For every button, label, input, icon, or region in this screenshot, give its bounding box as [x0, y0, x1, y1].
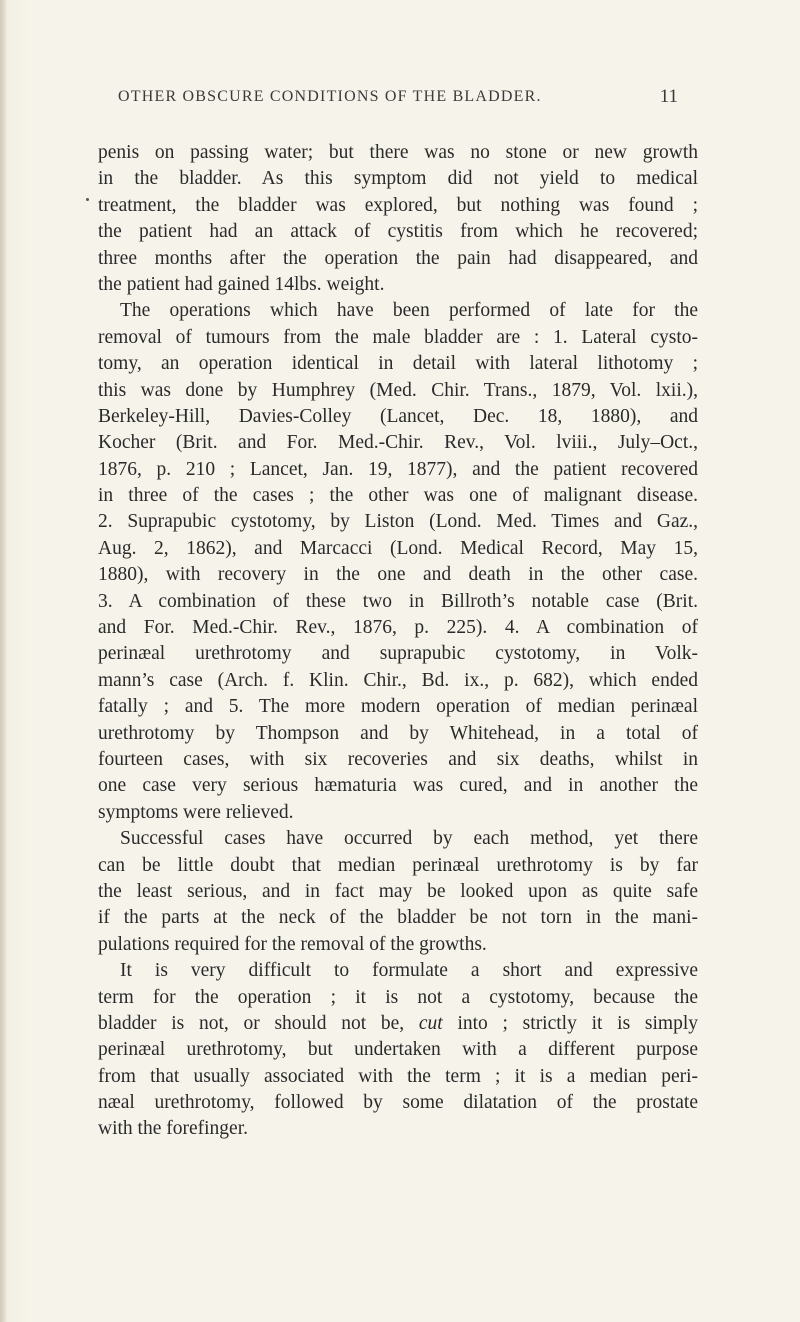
text-line: term for the operation ; it is not a cystotomy, because the: [98, 986, 698, 1008]
text-line: three months after the operation the pain had disappeared, and: [98, 247, 698, 269]
text-line: fatally ; and 5. The more modern operation of median perinæal: [98, 696, 698, 718]
text-line: [98, 1011, 698, 1037]
text-line: symptoms were relieved.: [98, 801, 294, 823]
text-line: urethrotomy by Thompson and by Whitehead, in a total of: [98, 722, 698, 744]
text-line: 1876, p. 210 ; Lancet, Jan. 19, 1877), and the patient recovered: [98, 458, 698, 480]
text-line: the patient had an attack of cystitis from which he recovered;: [98, 221, 698, 243]
text-line: Berkeley-Hill, Davies-Colley (Lancet, Dec. 18, 1880), and: [98, 405, 698, 427]
text-line: and For. Med.-Chir. Rev., 1876, p. 225). 4. A combination of: [98, 617, 698, 639]
text-line: this was done by Humphrey (Med. Chir. Trans., 1879, Vol. lxii.),: [98, 379, 698, 401]
running-header: [118, 88, 678, 114]
text-line: mann’s case (Arch. f. Klin. Chir., Bd. ix., p. 682), which ended: [98, 669, 698, 691]
text-line: tomy, an operation identical in detail with lateral lithotomy ;: [98, 353, 698, 375]
text-line: in the bladder. As this symptom did not yield to medical: [98, 168, 698, 190]
text-line: pulations required for the removal of the growths.: [98, 933, 487, 955]
text-line: Kocher (Brit. and For. Med.-Chir. Rev., Vol. lviii., July–Oct.,: [98, 432, 698, 454]
text-line: The operations which have been performed of late for the: [120, 300, 698, 322]
italic-word: cut: [418, 1012, 443, 1034]
text-line: It is very difficult to formulate a short and expressive: [120, 960, 698, 982]
stray-ink-dot: [86, 198, 89, 201]
text-line: in three of the cases ; the other was one of malignant disease.: [98, 485, 698, 507]
text-line: Successful cases have occurred by each method, yet there: [120, 828, 698, 850]
page-number: 11: [659, 86, 678, 107]
text-segment: into ; strictly it is simply: [442, 1012, 698, 1034]
text-line: treatment, the bladder was explored, but nothing was found ;: [98, 194, 698, 216]
text-line: perinæal urethrotomy and suprapubic cystotomy, in Volk-: [98, 643, 698, 665]
text-line: Aug. 2, 1862), and Marcacci (Lond. Medical Record, May 15,: [98, 537, 698, 559]
running-head-title: OTHER OBSCURE CONDITIONS OF THE BLADDER.: [118, 88, 542, 105]
text-line: from that usually associated with the term ; it is a median peri-: [98, 1065, 698, 1087]
text-line: if the parts at the neck of the bladder be not torn in the mani-: [98, 907, 698, 929]
text-line: the patient had gained 14lbs. weight.: [98, 273, 385, 295]
text-line: fourteen cases, with six recoveries and six deaths, whilst in: [98, 748, 698, 770]
page-binding-edge: [0, 0, 6, 1322]
text-segment: bladder is not, or should not be,: [98, 1012, 419, 1034]
text-line: 3. A combination of these two in Billroth’s notable case (Brit.: [98, 590, 698, 612]
text-line: perinæal urethrotomy, but undertaken with a different purpose: [98, 1039, 698, 1061]
text-line: the least serious, and in fact may be looked upon as quite safe: [98, 880, 698, 902]
body-text: [98, 140, 698, 1143]
text-line: with the forefinger.: [98, 1118, 248, 1140]
text-line: 2. Suprapubic cystotomy, by Liston (Lond. Med. Times and Gaz.,: [98, 511, 698, 533]
text-line: penis on passing water; but there was no stone or new growth: [98, 142, 698, 163]
text-line: removal of tumours from the male bladder are : 1. Lateral cysto-: [98, 326, 698, 348]
text-line: one case very serious hæmaturia was cured, and in another the: [98, 775, 698, 797]
text-line: næal urethrotomy, followed by some dilatation of the prostate: [98, 1092, 698, 1114]
text-line: 1880), with recovery in the one and death in the other case.: [98, 564, 698, 586]
text-line: can be little doubt that median perinæal urethrotomy is by far: [98, 854, 698, 876]
